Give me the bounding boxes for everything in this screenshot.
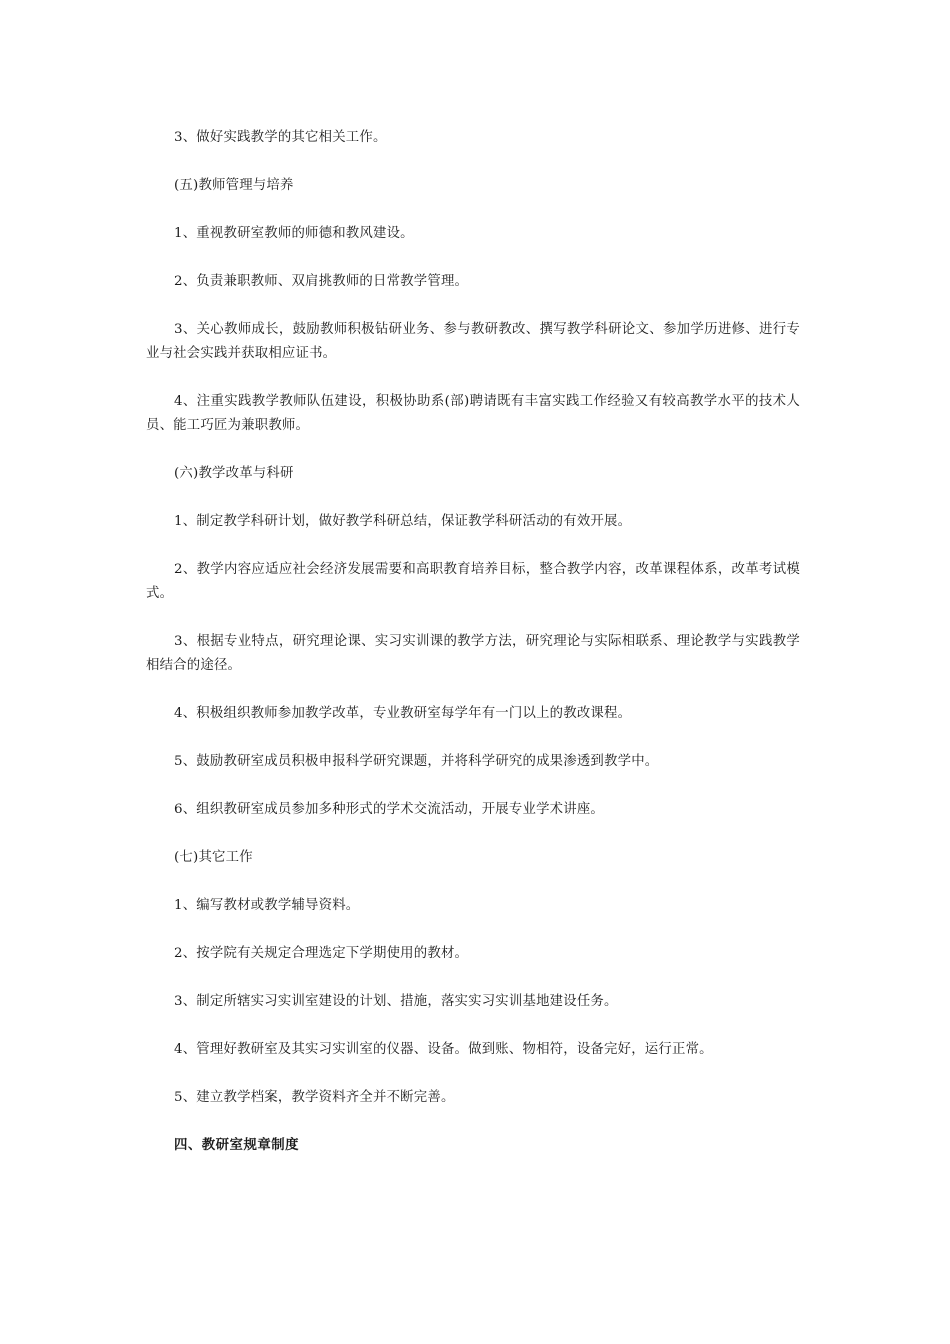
paragraph-practice-3: 3、做好实践教学的其它相关工作。: [174, 130, 387, 145]
paragraph-other-1: 1、编写教材或教学辅导资料。: [174, 898, 360, 913]
section-heading-reform-research: (六)教学改革与科研: [174, 466, 294, 481]
paragraph-teacher-1: 1、重视教研室教师的师德和教风建设。: [174, 226, 414, 241]
paragraph-reform-2: 2、教学内容应适应社会经济发展需要和高职教育培养目标，整合教学内容，改革课程体系，改革考试模式。: [146, 562, 800, 601]
section-heading-teacher-management: (五)教师管理与培养: [174, 178, 294, 193]
section-heading-other-work: (七)其它工作: [174, 850, 253, 865]
paragraph-teacher-4: 4、注重实践教学教师队伍建设，积极协助系(部)聘请既有丰富实践工作经验又有较高教学水平的技术人员、能工巧匠为兼职教师。: [146, 394, 800, 433]
paragraph-reform-1: 1、制定教学科研计划，做好教学科研总结，保证教学科研活动的有效开展。: [174, 514, 632, 529]
document-body: [146, 126, 800, 1182]
paragraph-reform-5: 5、鼓励教研室成员积极申报科学研究课题，并将科学研究的成果渗透到教学中。: [174, 754, 659, 769]
paragraph-teacher-2: 2、负责兼职教师、双肩挑教师的日常教学管理。: [174, 274, 469, 289]
paragraph-reform-4: 4、积极组织教师参加教学改革，专业教研室每学年有一门以上的教改课程。: [174, 706, 632, 721]
paragraph-other-4: 4、管理好教研室及其实习实训室的仪器、设备。做到账、物相符，设备完好，运行正常。: [174, 1042, 713, 1057]
paragraph-other-5: 5、建立教学档案，教学资料齐全并不断完善。: [174, 1090, 455, 1105]
paragraph-teacher-3: 3、关心教师成长，鼓励教师积极钻研业务、参与教研教改、撰写教学科研论文、参加学历进修、进行专业与社会实践并获取相应证书。: [146, 322, 800, 361]
chapter-heading-rules: 四、教研室规章制度: [174, 1138, 300, 1153]
paragraph-other-2: 2、按学院有关规定合理选定下学期使用的教材。: [174, 946, 469, 961]
paragraph-reform-3: 3、根据专业特点，研究理论课、实习实训课的教学方法，研究理论与实际相联系、理论教学与实践教学相结合的途径。: [146, 634, 800, 673]
paragraph-other-3: 3、制定所辖实习实训室建设的计划、措施，落实实习实训基地建设任务。: [174, 994, 618, 1009]
paragraph-reform-6: 6、组织教研室成员参加多种形式的学术交流活动，开展专业学术讲座。: [174, 802, 605, 817]
